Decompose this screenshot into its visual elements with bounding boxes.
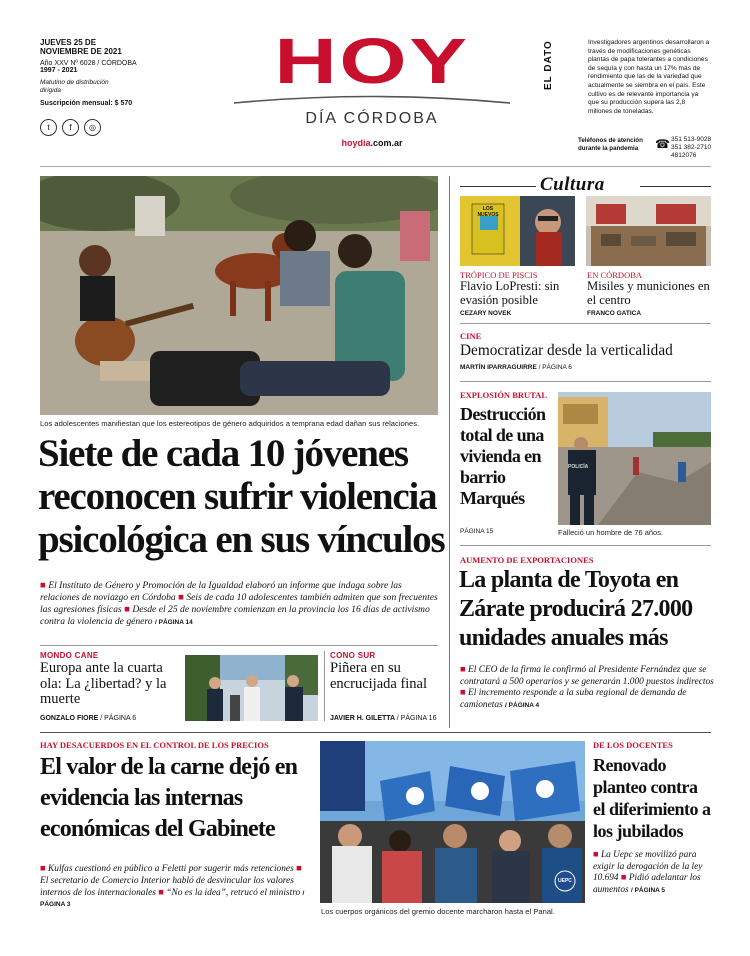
docentes-summary-1: La Uepc se movilizó para exigir la derogación de la ley 10.694 — [593, 850, 703, 884]
toyota-kicker: AUMENTO DE EXPORTACIONES — [460, 555, 594, 565]
bullet: ■ — [40, 864, 46, 874]
cultura-2-kicker: EN CÓRDOBA — [587, 270, 643, 280]
el-dato-text: Investigadores argentinos desarrollaron a través de modificaciones genéticas plantas de papa tolerantes a condiciones de sequía y con hasta un 17% más de rendimiento que las de la variedad que actualmente se siembra en el país. Este cultivo es de relevante importancia ya que su producción supera las 2,8 millones de toneladas. — [588, 39, 710, 115]
carne-page[interactable]: / PÁGINA 3 — [40, 889, 305, 909]
cine-kicker: CINE — [460, 331, 482, 341]
cine-byline — [460, 364, 572, 371]
tagline: Matutino de distribución dirigida — [40, 79, 109, 94]
cultura-rule-right — [640, 186, 711, 187]
toyota-summary — [460, 665, 715, 711]
mundo-cane-author: GONZALO FIORE — [40, 715, 99, 722]
instagram-icon[interactable]: ◎ — [84, 119, 101, 136]
cine-headline[interactable]: Democratizar desde la verticalidad — [460, 342, 673, 359]
carne-kicker: HAY DESACUERDOS EN EL CONTROL DE LOS PRECIOS — [40, 740, 269, 750]
phone-list — [671, 136, 711, 160]
explosion-kicker: EXPLOSIÓN BRUTAL — [460, 390, 547, 400]
masthead-left — [40, 38, 190, 136]
cono-sur-byline — [330, 715, 436, 722]
bullet: ■ — [296, 864, 302, 874]
phone-icon: ☎ — [655, 137, 670, 151]
docentes-headline[interactable]: Renovado planteo contra el diferimiento a los jubilados — [593, 755, 711, 841]
cultura-photo-2-illustration — [586, 196, 711, 266]
toyota-page[interactable]: / PÁGINA 4 — [505, 701, 540, 709]
phone-1: 351 513-9028 — [671, 136, 712, 143]
lead-page[interactable]: / PÁGINA 14 — [155, 619, 193, 626]
docentes-photo-illustration — [320, 741, 585, 903]
explosion-headline[interactable]: Destrucción total de una vivienda en barrio Marqués — [460, 404, 546, 508]
website-tld: .com.ar — [370, 138, 403, 148]
cultura-2-headline[interactable]: Misiles y municiones en el centro — [587, 279, 710, 307]
toyota-summary-1: El CEO de la firma le confirmó al Presidente Fernández que se contratará a 500 operarios y se generarán 1.000 puestos indirectos — [460, 665, 714, 687]
cultura-1-headline[interactable]: Flavio LoPresti: sin evasión posible — [460, 279, 560, 307]
website-domain: hoydia — [341, 138, 371, 148]
bullet: ■ — [158, 887, 164, 898]
mundo-cane-kicker: MONDO CANE — [40, 651, 99, 660]
facebook-icon[interactable]: f — [62, 119, 79, 136]
cultura-rule-left — [460, 186, 536, 187]
phone-3: 4812076 — [671, 152, 697, 159]
cine-page[interactable]: / PÁGINA 6 — [538, 364, 572, 371]
logo-subtitle: DÍA CÓRDOBA — [305, 110, 439, 127]
lead-photo-illustration — [40, 176, 438, 415]
logo-text: HOY — [274, 25, 470, 97]
carne-summary-1: Kulfas cuestionó en público a Feletti por sugerir más retenciones — [48, 864, 294, 874]
mundo-cane-photo-illustration — [185, 655, 318, 721]
docentes-summary-2: Pidió adelantar los aumentos — [593, 873, 701, 895]
cultura-title: Cultura — [540, 174, 605, 195]
years: 1997 - 2021 — [40, 67, 78, 74]
toyota-headline[interactable]: La planta de Toyota en Zárate producirá 27.000 unidades anuales más — [459, 567, 693, 651]
docentes-summary — [593, 850, 713, 896]
lead-bottom-rule — [40, 645, 438, 646]
mundo-cane-photo — [185, 655, 318, 721]
cultura-1-kicker: TRÓPICO DE PISCIS — [460, 270, 538, 280]
social-icons — [40, 119, 190, 136]
carne-headline[interactable]: El valor de la carne dejó en evidencia las internas económicas del Gabinete — [40, 754, 298, 842]
twitter-icon[interactable]: t — [40, 119, 57, 136]
carne-summary-2: El secretario de Comercio Interior habló de desvincular los valores internos de los internacionales — [40, 875, 294, 898]
cine-author: MARTÍN IPARRAGUIRRE — [460, 364, 537, 371]
cono-sur-headline[interactable]: Piñera en su encrucijada final — [330, 660, 428, 692]
cono-sur-page[interactable]: / PÁGINA 16 — [396, 715, 437, 722]
explosion-photo-illustration — [558, 392, 711, 525]
vest-text: POLICÍA — [568, 464, 589, 470]
cultura-1-author: CEZARY NOVEK — [460, 310, 512, 317]
bullet: ■ — [460, 665, 466, 675]
carne-summary-3: “No es la idea”, retrucó el ministro — [166, 887, 301, 898]
docentes-kicker: DE LOS DOCENTES — [593, 740, 673, 750]
lead-summary — [40, 580, 440, 629]
lead-summary-1: El Instituto de Género y Promoción de la Igualdad elaboró un informe que indaga sobre las relaciones de noviazgo en Córdoba — [40, 580, 402, 603]
explosion-photo — [558, 392, 711, 525]
cultura-photo-1 — [460, 196, 575, 266]
explosion-caption: Falleció un hombre de 76 años. — [558, 528, 664, 537]
bottom-section-rule — [40, 732, 711, 733]
docentes-page[interactable]: / PÁGINA 5 — [630, 886, 666, 894]
lead-headline[interactable]: Siete de cada 10 jóvenes reconocen sufrir violencia psicológica en sus vínculos — [38, 432, 445, 561]
phone-2: 351 382-2710 — [671, 144, 712, 151]
lead-photo — [40, 176, 438, 415]
column-divider — [449, 176, 450, 728]
edition-number: Año XXV Nº 6028 / CÓRDOBA — [40, 60, 137, 67]
issue-date: JUEVES 25 DE NOVIEMBRE DE 2021 — [40, 38, 122, 56]
docentes-photo — [320, 741, 585, 903]
book-cover-text: LOS NUEVOS — [477, 206, 499, 218]
bullet: ■ — [40, 580, 46, 591]
mundo-cane-headline[interactable]: Europa ante la cuarta ola: La ¿libertad? y la muerte — [40, 660, 167, 707]
cultura-bottom-rule — [460, 323, 711, 324]
carne-summary — [40, 864, 310, 911]
masthead-rule — [40, 166, 711, 167]
lead-summary-2: Seis de cada 10 adolescentes también admiten que son frecuentes las agresiones físicas — [40, 592, 438, 615]
mundo-cane-byline — [40, 715, 136, 722]
bullet: ■ — [460, 688, 466, 699]
flag-text: UEPC — [558, 878, 572, 884]
subscription: Suscripción mensual: $ 570 — [40, 100, 133, 107]
el-dato-label: EL DATO — [543, 40, 554, 90]
explosion-page[interactable]: PÁGINA 15 — [460, 528, 494, 535]
logo[interactable] — [272, 25, 472, 97]
bullet: ■ — [178, 592, 184, 603]
section-divider — [324, 651, 325, 721]
logo-swoosh — [232, 94, 512, 106]
cultura-2-author: FRANCO GATICA — [587, 310, 642, 317]
cono-sur-author: JAVIER H. GILETTA — [330, 715, 395, 722]
toyota-summary-2: El incremento responde a la suba regional de demanda de camionetas — [460, 688, 687, 710]
cine-bottom-rule — [460, 381, 711, 382]
website[interactable] — [312, 138, 432, 148]
lead-summary-3: Desde el 25 de noviembre comienzan en la provincia los 16 días de activismo contra la violencia de género — [40, 604, 430, 627]
cultura-photo-2 — [586, 196, 711, 266]
bullet: ■ — [124, 604, 130, 615]
bullet: ■ — [620, 873, 627, 884]
lead-photo-caption: Los adolescentes manifiestan que los estereotipos de género adquiridos a temprana edad dañan sus relaciones. — [40, 419, 420, 428]
explosion-bottom-rule — [460, 545, 711, 546]
mundo-cane-page[interactable]: / PÁGINA 6 — [100, 715, 137, 722]
cono-sur-kicker: CONO SUR — [330, 651, 376, 660]
phone-label: Teléfonos de atención durante la pandemia — [578, 137, 643, 152]
bullet: ■ — [593, 850, 599, 860]
docentes-photo-caption: Los cuerpos orgánicos del gremio docente marcharon hasta el Panal. — [321, 907, 555, 916]
